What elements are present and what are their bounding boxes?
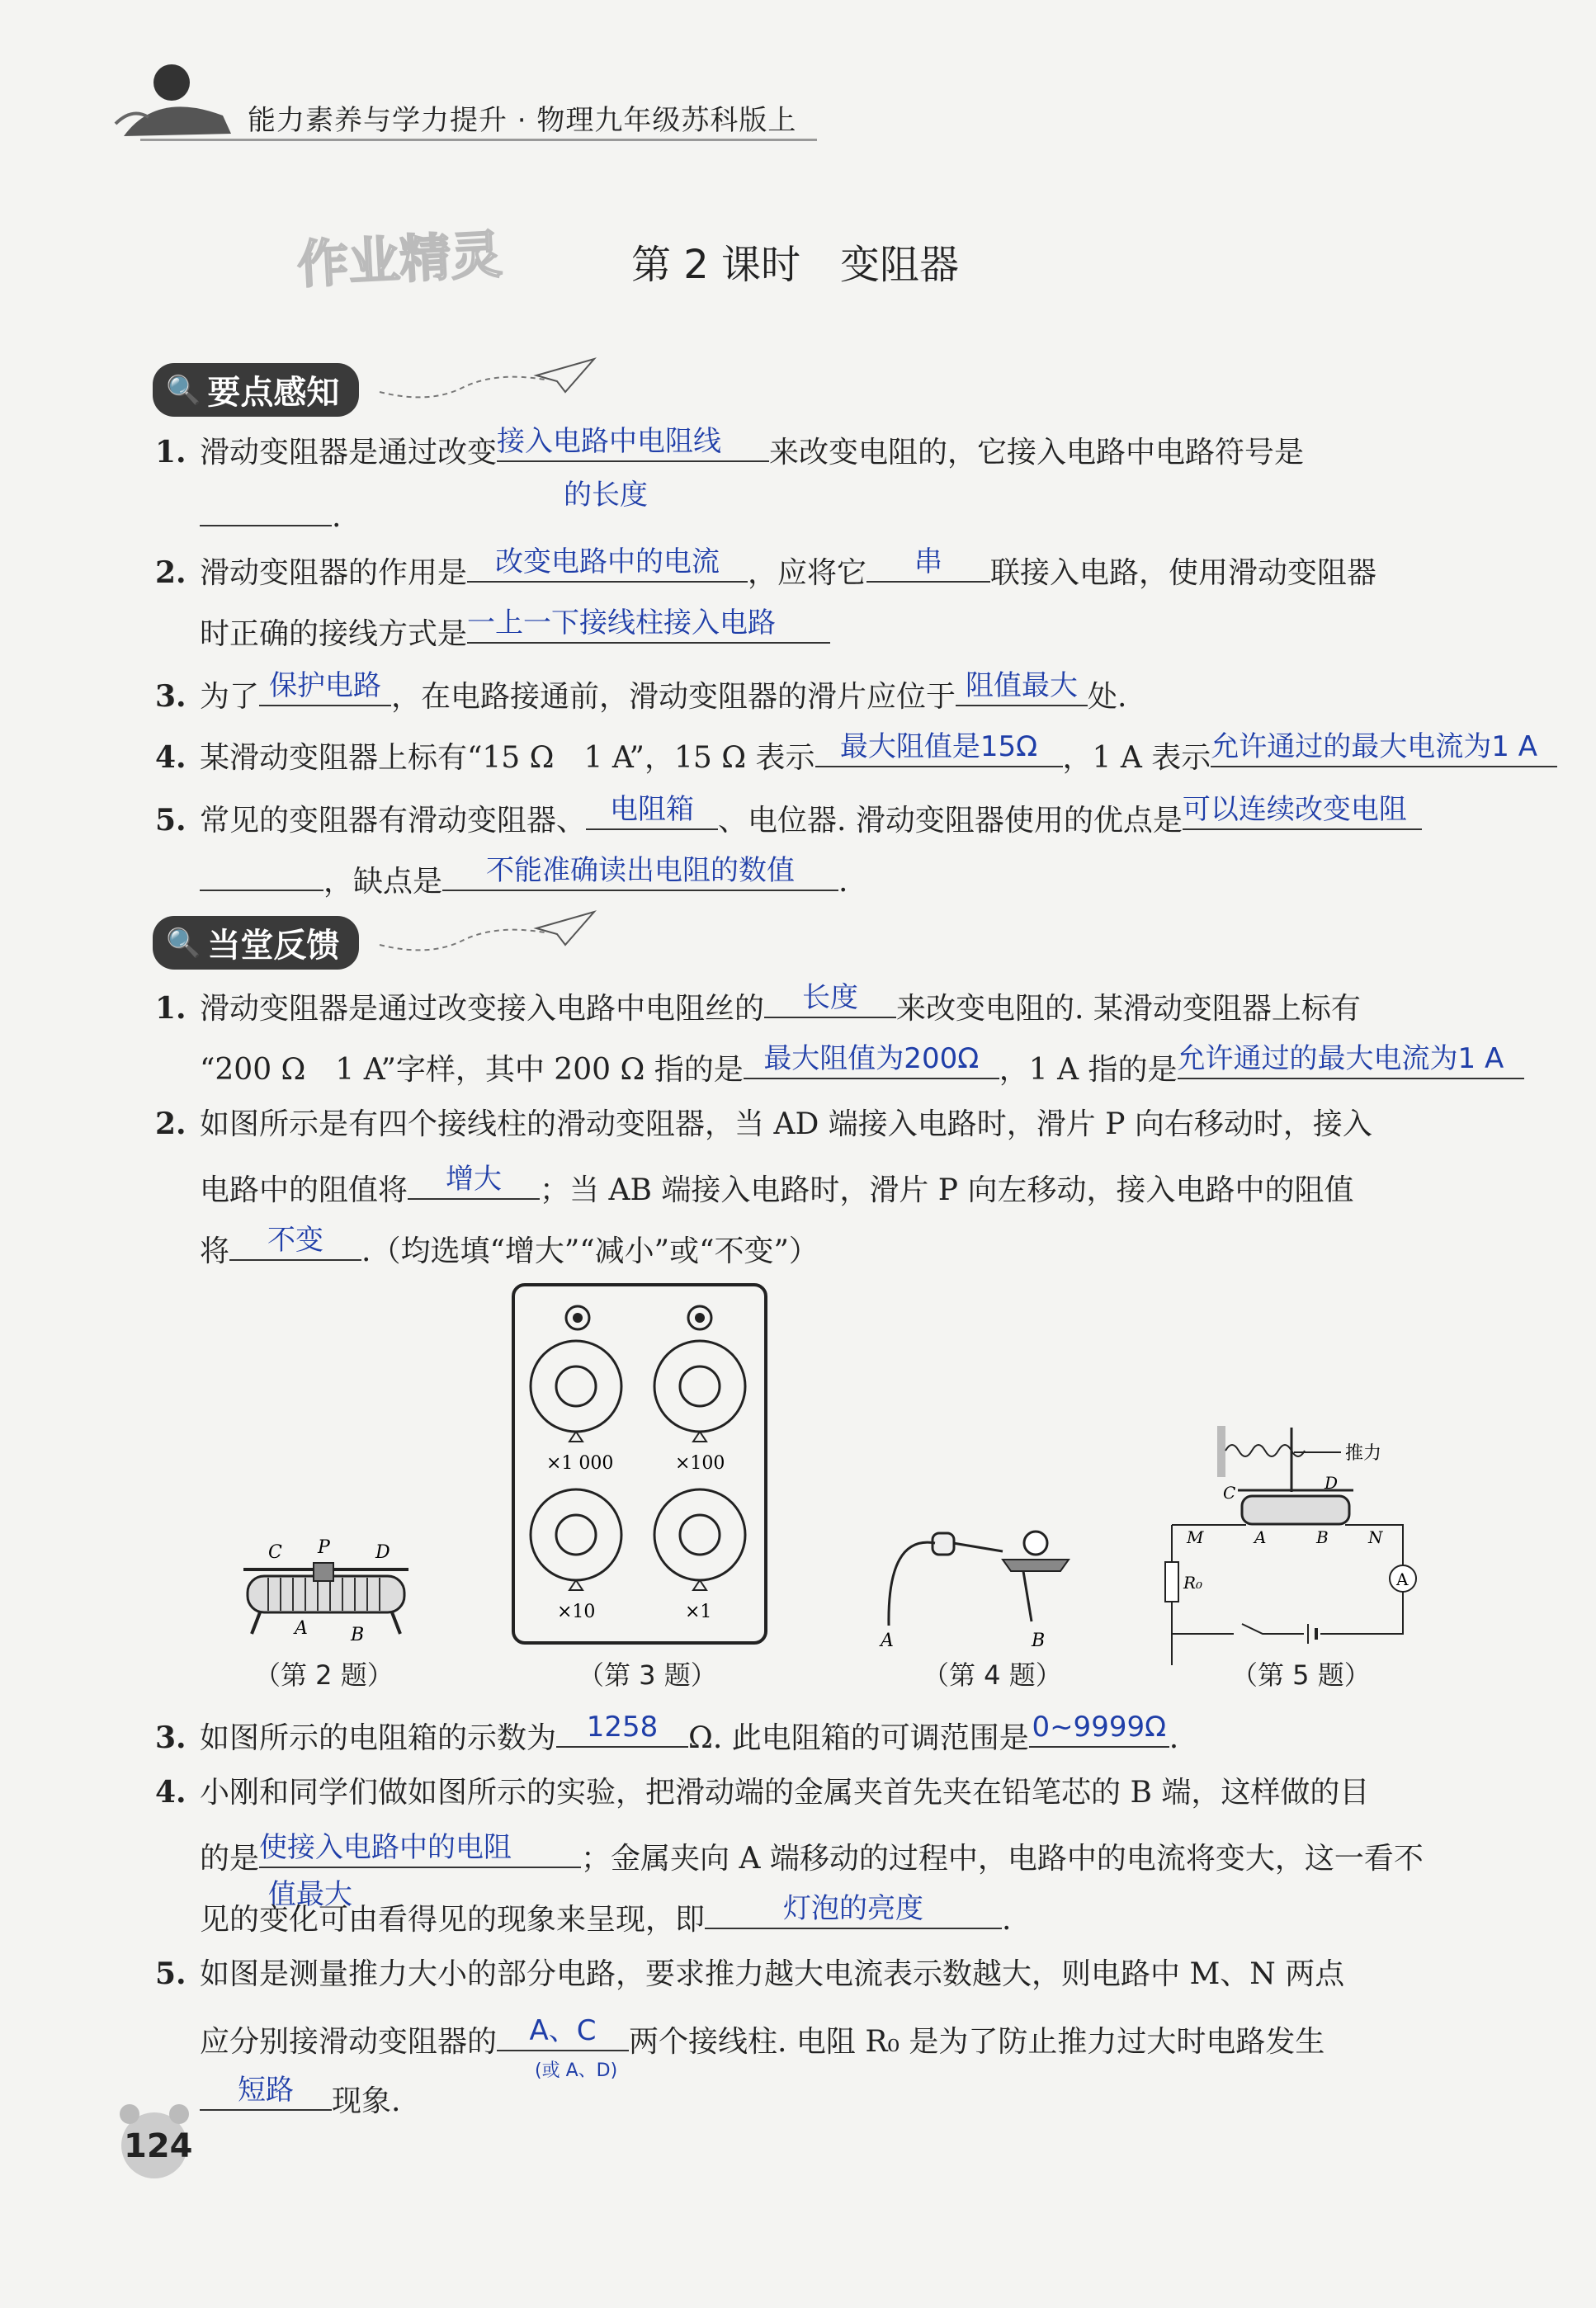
multiplier-1000: ×1 000	[546, 1453, 614, 1474]
answer: 保护电路	[269, 669, 382, 702]
label-b: B	[351, 1625, 365, 1645]
s1-q5	[155, 793, 1422, 838]
answer-cont-clipped: (或 A、D)	[535, 2060, 618, 2081]
s2-q4-line2	[200, 1831, 1424, 1876]
label-a: A	[1254, 1527, 1267, 1547]
answer-blank[interactable]	[556, 1711, 688, 1748]
answer-cont: 值最大	[268, 1878, 352, 1911]
multiplier-100: ×100	[675, 1453, 725, 1474]
answer-blank[interactable]	[467, 545, 748, 583]
s1-q5-line2	[200, 854, 848, 899]
answer-blank[interactable]	[705, 1892, 1002, 1929]
q-text: Ω. 此电阻箱的可调范围是	[688, 1721, 1029, 1755]
answer: 不能准确读出电阻的数值	[486, 854, 796, 887]
answer: 灯泡的亮度	[783, 1892, 924, 1925]
q-num: 4.	[155, 740, 187, 775]
answer: 接入电路中电阻线	[497, 425, 722, 458]
s2-q2-line2	[200, 1163, 1354, 1207]
answer-blank[interactable]	[200, 495, 332, 526]
q-text: 滑动变阻器的作用是	[200, 556, 468, 590]
search-icon: 🔍	[166, 926, 201, 960]
s2-q1-line2	[200, 1042, 1524, 1087]
q-text: .	[838, 865, 848, 899]
lesson-title: 第 2 课时 变阻器	[631, 242, 960, 288]
answer: 可以连续改变电阻	[1182, 793, 1407, 826]
answer: 阻值最大	[966, 669, 1079, 702]
s2-q5-line3	[200, 2074, 401, 2118]
label-p: P	[318, 1537, 330, 1558]
q-num: 5.	[155, 1956, 187, 1991]
answer: 最大阻值是15Ω	[839, 730, 1038, 763]
q-text: 现象.	[332, 2084, 401, 2118]
s2-q2-line3	[200, 1224, 819, 1268]
q-text: .	[1169, 1721, 1179, 1755]
answer-blank[interactable]	[200, 2074, 332, 2111]
q-num: 2.	[155, 555, 187, 590]
q-text: 处.	[1088, 680, 1127, 714]
label-a: A	[881, 1631, 894, 1651]
caption-fig2: （第 2 题）	[254, 1659, 394, 1691]
q-text: 应分别接滑动变阻器的	[200, 2025, 498, 2059]
q-num: 4.	[155, 1775, 187, 1810]
q-text: .（均选填“增大”“减小”或“不变”）	[361, 1234, 819, 1268]
answer-blank[interactable]	[1029, 1711, 1169, 1748]
label-c: C	[1223, 1483, 1236, 1503]
header-title: 能力素养与学力提升 · 物理九年级苏科版上	[248, 104, 797, 137]
answer-blank[interactable]	[467, 606, 830, 644]
q-num: 3.	[155, 1720, 187, 1755]
figure-4-pencil-bulb	[871, 1502, 1085, 1650]
q-text: .	[332, 500, 342, 534]
s1-q2	[155, 545, 1377, 590]
answer-blank[interactable]	[815, 730, 1063, 767]
answer-blank[interactable]	[497, 425, 769, 462]
q-num: 2.	[155, 1107, 187, 1141]
label-a: A	[295, 1618, 308, 1639]
q-text: 联接入电路，使用滑动变阻器	[990, 556, 1377, 590]
answer-blank[interactable]	[744, 1042, 999, 1079]
answer: 允许通过的最大电流为1 A	[1211, 730, 1538, 763]
figure-3-resistance-box	[512, 1283, 767, 1646]
answer: 增大	[446, 1163, 503, 1196]
ammeter-label: A	[1396, 1569, 1409, 1589]
s1-q1-line2	[200, 495, 341, 532]
caption-fig3: （第 3 题）	[578, 1659, 717, 1691]
q-text: 某滑动变阻器上标有“15 Ω 1 A”，15 Ω 表示	[200, 741, 815, 775]
answer: 长度	[802, 981, 859, 1014]
q-num: 1.	[155, 991, 187, 1026]
q-text: .	[1002, 1903, 1012, 1937]
answer-blank[interactable]	[586, 793, 718, 830]
q-text: 滑动变阻器是通过改变	[200, 436, 498, 470]
watermark: 作业精灵	[295, 224, 504, 295]
label-d: D	[375, 1542, 390, 1563]
q-text: 的是	[200, 1842, 260, 1876]
figure-5-force-circuit	[1155, 1418, 1428, 1653]
q-text: “200 Ω 1 A”字样，其中 200 Ω 指的是	[200, 1053, 744, 1087]
label-m: M	[1187, 1527, 1204, 1547]
s1-q2-line2	[200, 606, 830, 651]
answer: 短路	[238, 2074, 294, 2107]
q-text: ，1 A 指的是	[999, 1053, 1178, 1087]
answer: 电阻箱	[610, 793, 695, 826]
q-text: 、电位器. 滑动变阻器使用的优点是	[718, 804, 1183, 838]
label-c: C	[268, 1542, 282, 1563]
q-text: ；金属夹向 A 端移动的过程中，电路中的电流将变大，这一看不	[581, 1842, 1424, 1876]
q-text: ，应将它	[748, 556, 867, 590]
answer: 使接入电路中的电阻	[259, 1831, 512, 1864]
answer: 0~9999Ω	[1032, 1711, 1167, 1744]
search-icon: 🔍	[166, 373, 201, 407]
answer: 串	[914, 545, 943, 578]
answer-blank[interactable]	[497, 2014, 629, 2051]
q-text: 电路中的阻值将	[200, 1173, 408, 1207]
q-text: 两个接线柱. 电阻 R₀ 是为了防止推力过大时电路发生	[629, 2025, 1325, 2059]
answer: 不变	[267, 1224, 324, 1257]
q-text: ，在电路接通前，滑动变阻器的滑片应位于	[391, 680, 956, 714]
s2-q2	[155, 1109, 1372, 1140]
answer: 允许通过的最大电流为1 A	[1177, 1042, 1504, 1075]
s2-q1	[155, 981, 1361, 1026]
multiplier-1: ×1	[685, 1602, 712, 1622]
section-badge-key-points	[153, 363, 359, 417]
section-label: 当堂反馈	[207, 927, 340, 965]
header-divider	[140, 139, 817, 141]
q-num: 1.	[155, 435, 187, 470]
answer-blank[interactable]	[200, 860, 323, 891]
answer: A、C	[529, 2014, 597, 2047]
push-force-label: 推力	[1345, 1443, 1382, 1464]
answer-blank[interactable]	[408, 1163, 540, 1200]
section-label: 要点感知	[207, 374, 340, 412]
s1-q4	[155, 730, 1557, 775]
answer-blank[interactable]	[764, 981, 896, 1018]
figure-2-rheostat	[235, 1535, 425, 1650]
s1-q3	[155, 669, 1127, 714]
q-num: 5.	[155, 803, 187, 838]
q-num: 3.	[155, 679, 187, 714]
label-b: B	[1032, 1631, 1046, 1651]
q-text: ，缺点是	[323, 865, 443, 899]
s2-q5	[155, 1956, 1345, 1991]
q-text: 如图所示是有四个接线柱的滑动变阻器，当 AD 端接入电路时，滑片 P 向右移动时，接入	[200, 1107, 1372, 1141]
q-text: ；当 AB 端接入电路时，滑片 P 向左移动，接入电路中的阻值	[540, 1173, 1354, 1207]
q-text: 如图所示的电阻箱的示数为	[200, 1721, 557, 1755]
q-text: 见的变化可由看得见的现象来呈现，即	[200, 1903, 706, 1937]
q-text: ，1 A 表示	[1062, 741, 1211, 775]
caption-fig4: （第 4 题）	[923, 1659, 1062, 1691]
paper-plane-icon	[380, 908, 602, 957]
answer-cont: 的长度	[564, 479, 648, 512]
q-text: 来改变电阻的. 某滑动变阻器上标有	[896, 992, 1361, 1026]
answer-blank[interactable]	[1182, 793, 1422, 830]
q-text: 常见的变阻器有滑动变阻器、	[200, 804, 587, 838]
caption-fig5: （第 5 题）	[1231, 1659, 1371, 1691]
answer-blank[interactable]	[229, 1224, 361, 1261]
q-text: 时正确的接线方式是	[200, 617, 468, 651]
header-logo	[107, 58, 248, 149]
section-badge-classroom-feedback	[153, 916, 359, 970]
answer-blank[interactable]	[259, 1831, 581, 1868]
answer-blank[interactable]	[1177, 1042, 1524, 1079]
answer-blank[interactable]	[866, 545, 990, 583]
s1-q1	[155, 425, 1305, 470]
s2-q5-line2	[200, 2014, 1325, 2059]
multiplier-10: ×10	[557, 1602, 596, 1622]
label-n: N	[1368, 1527, 1383, 1547]
answer-blank[interactable]	[1211, 730, 1557, 767]
q-text: 来改变电阻的，它接入电路中电路符号是	[769, 436, 1305, 470]
answer-blank[interactable]	[442, 854, 838, 891]
q-text: 滑动变阻器是通过改变接入电路中电阻丝的	[200, 992, 765, 1026]
answer: 改变电路中的电流	[495, 545, 720, 578]
s2-q4	[155, 1777, 1369, 1808]
answer-blank[interactable]	[259, 669, 391, 706]
paper-plane-icon	[380, 355, 602, 404]
s2-q3	[155, 1711, 1179, 1755]
answer: 1258	[586, 1711, 659, 1744]
q-text: 为了	[200, 680, 260, 714]
q-text: 将	[200, 1234, 230, 1268]
q-text: 如图是测量推力大小的部分电路，要求推力越大电流表示数越大，则电路中 M、N 两点	[200, 1957, 1345, 1991]
answer: 最大阻值为200Ω	[763, 1042, 980, 1075]
label-d: D	[1324, 1473, 1339, 1493]
answer: 一上一下接线柱接入电路	[467, 606, 777, 640]
page-number: 124	[124, 2127, 193, 2165]
answer-blank[interactable]	[956, 669, 1088, 706]
label-b: B	[1316, 1527, 1329, 1547]
label-r0: R₀	[1183, 1573, 1203, 1593]
q-text: 小刚和同学们做如图所示的实验，把滑动端的金属夹首先夹在铅笔芯的 B 端，这样做的目	[200, 1776, 1370, 1810]
